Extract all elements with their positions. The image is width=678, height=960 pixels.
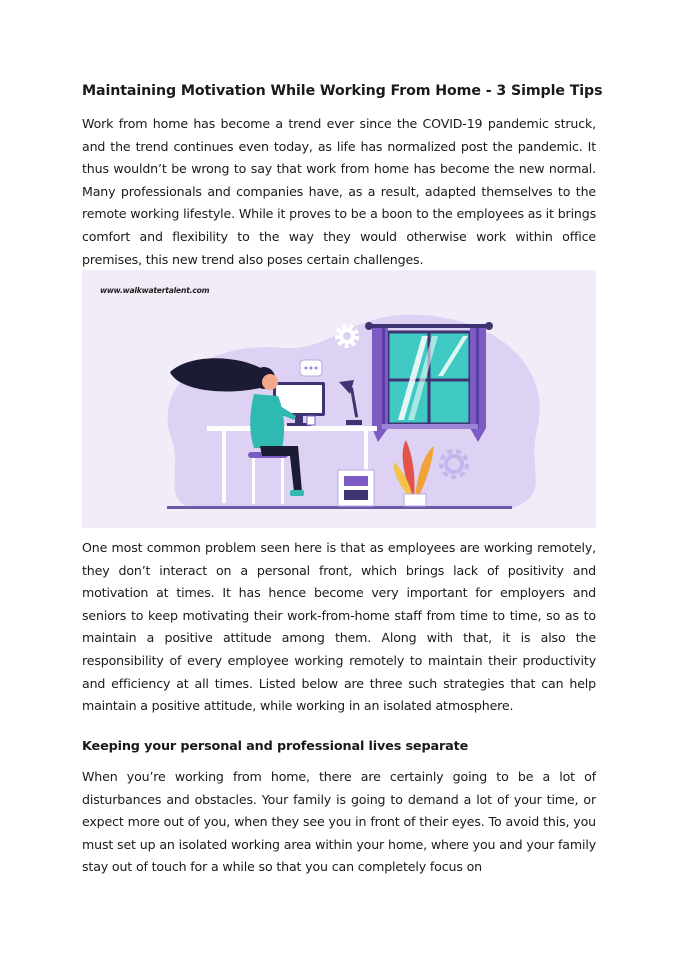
drawer-cabinet <box>338 470 374 506</box>
work-from-home-illustration <box>82 270 596 528</box>
curtain-rod <box>369 324 489 328</box>
intro-paragraph: Work from home has become a trend ever since the COVID-19 pandemic struck, and the trend continues even today, as life has normalized post the pandemic. It thus wouldn’t be wrong to say that work from home has become the new normal. Many professionals and companies have, as a result, adapted themselves to the remote working lifestyle. While it proves to be a boon to the employees as it brings comfort and flexibility to the way they would otherwise work within office premises, this new trend also poses certain challenges. <box>82 116 596 267</box>
illustration-graphic <box>82 270 596 528</box>
article-title: Maintaining Motivation While Working From Home - 3 Simple Tips <box>82 83 603 99</box>
section-paragraph: When you’re working from home, there are certainly going to be a lot of disturbances and obstacles. Your family is going to demand a lot of your time, or expect more out of you, when they see you in front of their eyes. To avoid this, you must set up an isolated working area within your home, where you and your family stay out of touch for a while so that you can completely focus on <box>82 769 596 875</box>
desk-top <box>207 426 377 431</box>
watermark-url: www.walkwatertalent.com <box>100 286 210 295</box>
section-heading: Keeping your personal and professional lives separate <box>82 739 469 754</box>
mug <box>307 416 315 425</box>
body-paragraph: One most common problem seen here is that as employees are working remotely, they don’t interact on a personal front, which brings lack of positivity and motivation at times. It has hence become very important for employers and seniors to keep motivating their work-from-home staff from time to time, so as to maintain a positive attitude among them. Along with that, it is also the responsibility of every employee working remotely to maintain their productivity and efficiency at all times. Listed below are three such strategies that can help maintain a positive attitude, while working in an isolated atmosphere. <box>82 540 596 714</box>
